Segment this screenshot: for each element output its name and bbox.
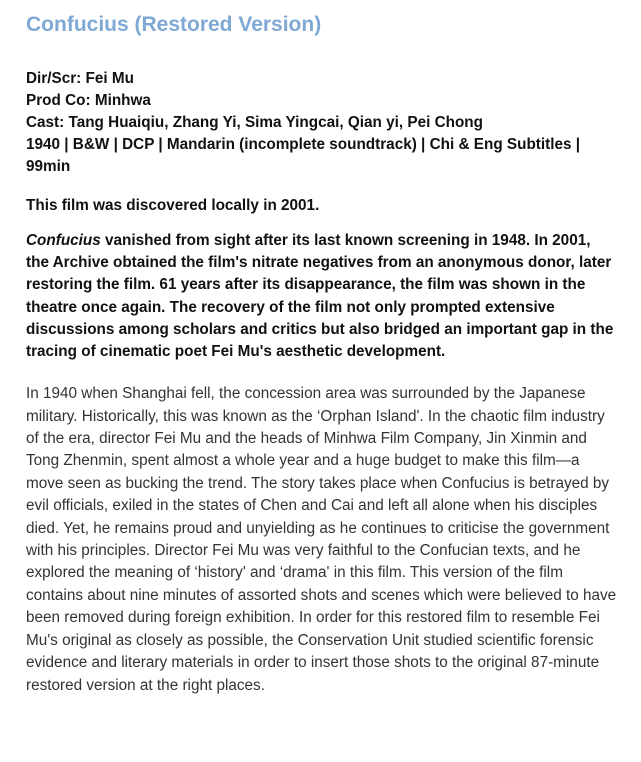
synopsis-film-title: Confucius bbox=[26, 232, 101, 249]
cast-credit: Cast: Tang Huaiqiu, Zhang Yi, Sima Yingcai, Qian yi, Pei Chong bbox=[26, 114, 483, 131]
discovered-note: This film was discovered locally in 2001. bbox=[26, 197, 320, 214]
production-company-credit: Prod Co: Minhwa bbox=[26, 92, 151, 109]
director-credit: Dir/Scr: Fei Mu bbox=[26, 70, 134, 87]
synopsis-text: vanished from sight after its last known screening in 1948. In 2001, the Archive obtained the film's nitrate negatives from an anonymous donor, later restoring the film. 61 years after its disappearance, the film was shown in the theatre once again. The recovery of the film not only prompted extensive discussions among scholars and critics but also bridged an important gap in the tracing of cinematic poet Fei Mu's aesthetic development. bbox=[26, 232, 614, 361]
film-title: Confucius (Restored Version) bbox=[26, 13, 322, 36]
description-paragraph: In 1940 when Shanghai fell, the concession area was surrounded by the Japanese military. Historically, this was known as the ‘Orphan Island'. In the chaotic film industry of the era, director Fei Mu and the heads of Minhwa Film Company, Jin Xinmin and Tong Zhenmin, spent almost a whole year and a huge budget to make this film—a move seen as bucking the trend. The story takes place when Confucius is betrayed by evil officials, exiled in the states of Chen and Cai and left all alone when his disciples died. Yet, he remains proud and unyielding as he continues to criticise the government with his principles. Director Fei Mu was very faithful to the Confucian texts, and he explored the meaning of ‘history' and ‘drama' in this film. This version of the film contains about nine minutes of assorted shots and scenes which were believed to have been removed during foreign exhibition. In order for this restored film to resemble Fei Mu's original as closely as possible, the Conservation Unit studied scientific forensic evidence and literary materials in order to insert those shots to the original 87-minute restored version at the right places. bbox=[26, 385, 617, 694]
film-credits bbox=[26, 68, 617, 178]
synopsis-paragraph bbox=[26, 230, 617, 363]
film-details: 1940 | B&W | DCP | Mandarin (incomplete soundtrack) | Chi & Eng Subtitles | 99min bbox=[26, 136, 581, 175]
